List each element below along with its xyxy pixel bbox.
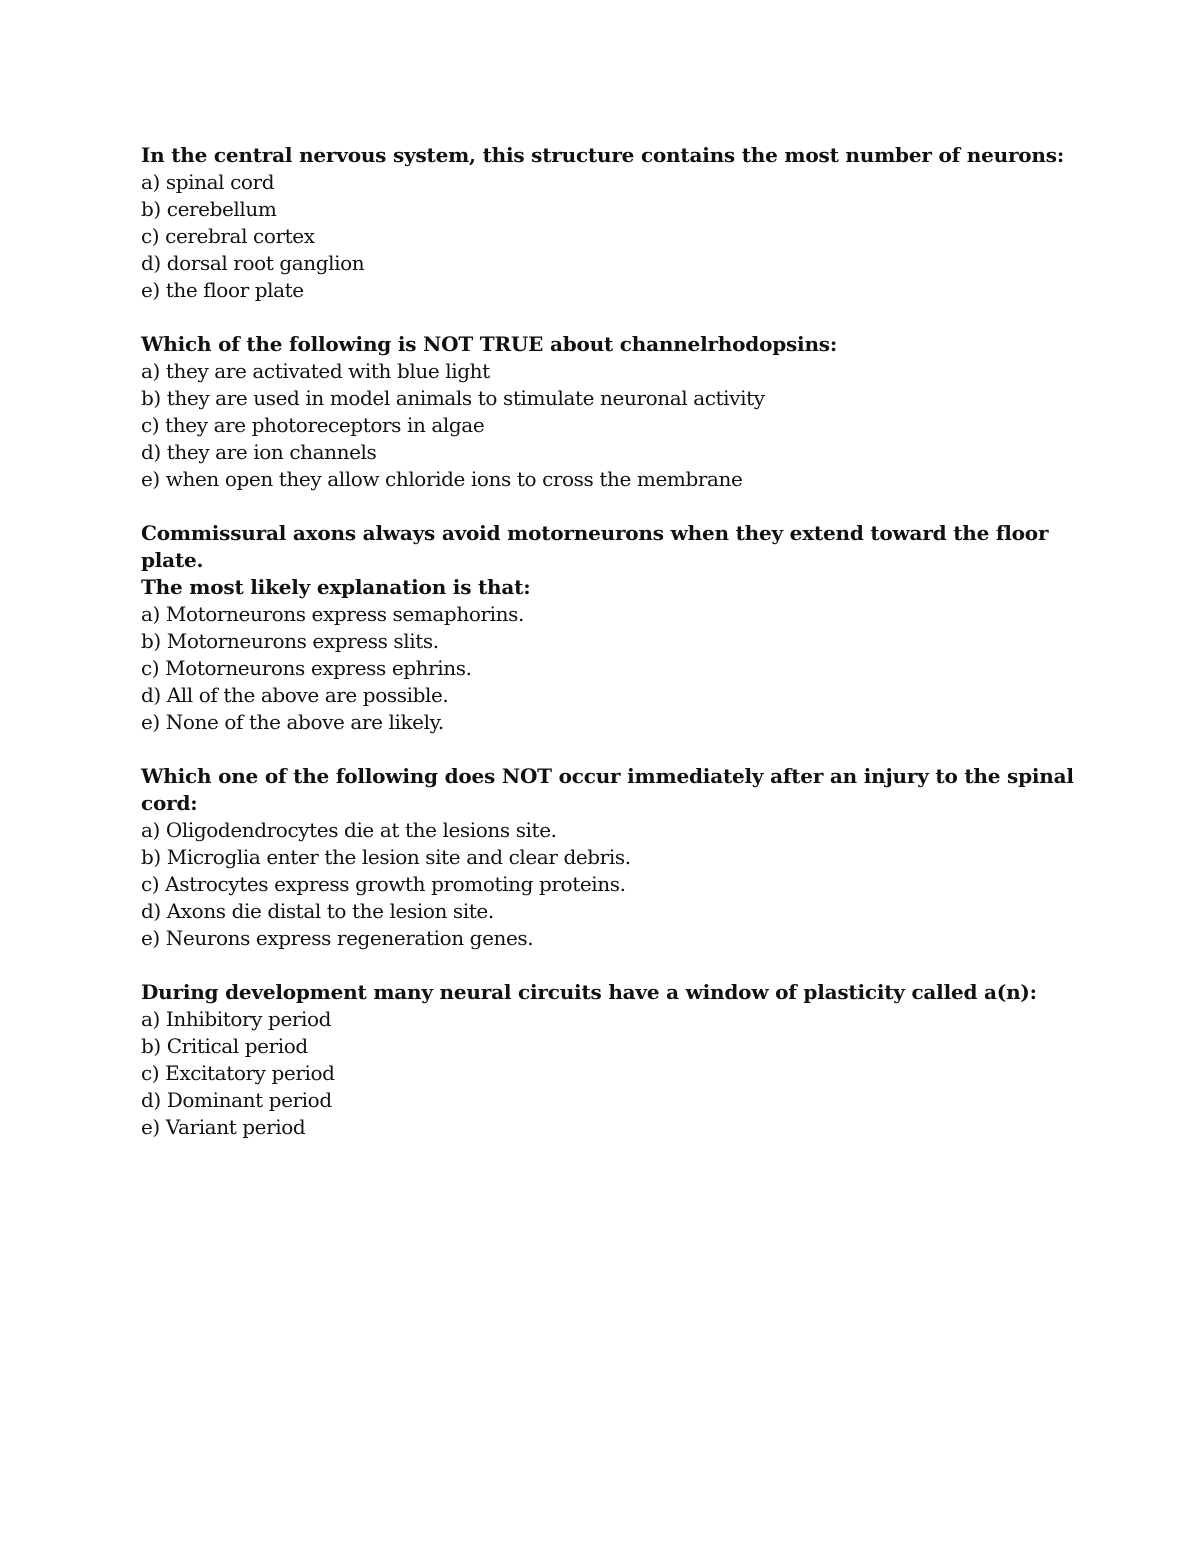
answer-option-a: a) they are activated with blue light xyxy=(141,359,490,383)
question-stem-line: The most likely explanation is that: xyxy=(141,575,531,599)
answer-option-e: e) Neurons express regeneration genes. xyxy=(141,926,534,950)
answer-options xyxy=(141,169,1101,304)
question-3 xyxy=(141,520,1101,736)
answer-option-a: a) Inhibitory period xyxy=(141,1007,332,1031)
answer-options xyxy=(141,1006,1101,1141)
question-stem-line: In the central nervous system, this structure contains the most number of neurons: xyxy=(141,143,1065,167)
question-stem xyxy=(141,331,1101,358)
question-5 xyxy=(141,979,1101,1141)
answer-options xyxy=(141,817,1101,952)
question-stem-line: During development many neural circuits have a window of plasticity called a(n): xyxy=(141,980,1037,1004)
answer-option-d: d) Dominant period xyxy=(141,1088,332,1112)
answer-option-a: a) Motorneurons express semaphorins. xyxy=(141,602,524,626)
question-2 xyxy=(141,331,1101,493)
answer-option-c: c) Astrocytes express growth promoting proteins. xyxy=(141,872,626,896)
question-stem-line: Which of the following is NOT TRUE about channelrhodopsins: xyxy=(141,332,838,356)
answer-options xyxy=(141,601,1101,736)
answer-options xyxy=(141,358,1101,493)
answer-option-b: b) they are used in model animals to stimulate neuronal activity xyxy=(141,386,765,410)
answer-option-d: d) Axons die distal to the lesion site. xyxy=(141,899,494,923)
answer-option-e: e) None of the above are likely. xyxy=(141,710,444,734)
question-stem xyxy=(141,142,1101,169)
answer-option-e: e) Variant period xyxy=(141,1115,306,1139)
answer-option-d: d) All of the above are possible. xyxy=(141,683,449,707)
question-stem-line: Which one of the following does NOT occur immediately after an injury to the spinal cord: xyxy=(141,764,1074,815)
quiz-content xyxy=(141,142,1101,1168)
answer-option-d: d) dorsal root ganglion xyxy=(141,251,365,275)
answer-option-a: a) Oligodendrocytes die at the lesions site. xyxy=(141,818,557,842)
answer-option-c: c) Motorneurons express ephrins. xyxy=(141,656,472,680)
question-1 xyxy=(141,142,1101,304)
answer-option-b: b) cerebellum xyxy=(141,197,277,221)
answer-option-e: e) when open they allow chloride ions to cross the membrane xyxy=(141,467,743,491)
question-stem xyxy=(141,520,1101,601)
question-stem xyxy=(141,979,1101,1006)
answer-option-b: b) Motorneurons express slits. xyxy=(141,629,439,653)
answer-option-e: e) the floor plate xyxy=(141,278,304,302)
answer-option-d: d) they are ion channels xyxy=(141,440,377,464)
answer-option-c: c) they are photoreceptors in algae xyxy=(141,413,485,437)
answer-option-a: a) spinal cord xyxy=(141,170,275,194)
question-stem-line: Commissural axons always avoid motorneurons when they extend toward the floor plate. xyxy=(141,521,1049,572)
answer-option-b: b) Critical period xyxy=(141,1034,308,1058)
answer-option-b: b) Microglia enter the lesion site and clear debris. xyxy=(141,845,631,869)
answer-option-c: c) Excitatory period xyxy=(141,1061,335,1085)
question-stem xyxy=(141,763,1101,817)
answer-option-c: c) cerebral cortex xyxy=(141,224,315,248)
question-4 xyxy=(141,763,1101,952)
